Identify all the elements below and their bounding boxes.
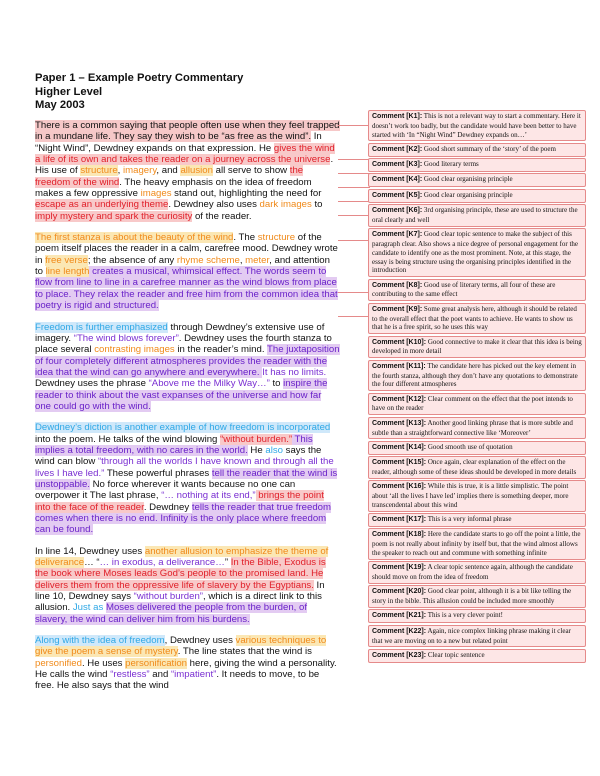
comment-text: Good literary terms (423, 160, 479, 169)
text-run: “The wind blows forever” (73, 332, 179, 344)
paragraph-3 (35, 322, 340, 413)
text-run: to (269, 378, 284, 390)
text-run: . The heavy emphasis on the idea of freedom makes a few oppressive (35, 176, 312, 200)
text-run: There is a common saying that people often use when they feel trapped in a mundane life. They say they wish to be “as free as the wind”. (35, 120, 340, 143)
text-run: says the wind can blow (35, 444, 322, 468)
leader-line (338, 316, 370, 317)
comment-box[interactable] (368, 303, 586, 334)
text-run: , Dewdney uses (164, 635, 236, 647)
comment-text: Good use of literary terms, all four of these are contributing to the same effect (372, 280, 556, 299)
comment-box[interactable] (368, 585, 586, 608)
comment-box[interactable] (368, 480, 586, 511)
text-run: “… nothing at its end,” (161, 490, 256, 502)
text-run: . It needs to move, to be free. He also says that the wind (35, 669, 320, 692)
leader-line (338, 125, 370, 126)
text-run: through Dewdney’s extensive use of imagery. (35, 321, 325, 344)
text-run: , (239, 254, 246, 266)
comment-box[interactable] (368, 513, 586, 527)
text-run: of the poem itself places the reader in a calm, carefree mood. Dewdney wrote in (35, 232, 338, 266)
comment-box[interactable] (368, 393, 586, 416)
text-run: This implies a total freedom, with no cares in the world. (35, 433, 313, 456)
text-run: “without burden.” (220, 433, 293, 445)
text-run: . The (233, 232, 258, 244)
text-run: personification (125, 657, 188, 669)
comment-text: Some great analysis here, although it should be related to the overall effect that the poet wants to achieve. He wants to show us that he is a free spirit, so he uses this way (372, 304, 577, 332)
text-run: The juxtaposition of four completely different atmospheres (35, 344, 340, 367)
comment-text: This is not a relevant way to start a commentary. Here it doesn’t work too badly, but the candidate would have been better to have started with ‘In “Night Wind” Dewdney expands on…’ (372, 112, 581, 139)
text-run: imagery (123, 165, 157, 177)
leader-line (338, 159, 370, 160)
text-run: escape as an underlying theme (35, 199, 169, 211)
comment-box[interactable] (368, 204, 586, 227)
text-run: structure (257, 232, 296, 244)
document-header (35, 72, 243, 113)
document-date: May 2003 (35, 99, 85, 111)
comment-label: Comment [K18]: (372, 531, 427, 539)
text-run: He (247, 444, 266, 456)
comment-label: Comment [K12]: (372, 395, 427, 403)
comment-label: Comment [K10]: (372, 338, 427, 346)
text-run: tell the reader that the wind is unstoppable. (35, 467, 338, 490)
comment-text: Good short summary of the ‘story’ of the poem (423, 144, 556, 153)
text-run: Dewdney’s diction is another example of how freedom is incorporated (35, 422, 331, 434)
leader-line (338, 187, 370, 188)
comment-label: Comment [K2]: (372, 145, 423, 153)
text-run: , (117, 165, 123, 177)
leader-line (338, 173, 370, 174)
text-run: , and (156, 165, 181, 177)
comment-label: Comment [K15]: (372, 459, 427, 467)
text-run: Moses delivered the people from the burden, of slavery, the wind can deliver him from his burdens. (35, 602, 308, 625)
text-run: In line 10, Dewdney says (35, 579, 325, 603)
comment-box[interactable] (368, 110, 586, 141)
text-run: . Dewdney uses the fourth stanza to place several (35, 332, 332, 356)
comment-label: Comment [K21]: (372, 612, 427, 620)
paragraph-2 (35, 232, 340, 311)
comment-text: Good clear organising principle (423, 190, 513, 199)
comment-text: This is a very informal phrase (427, 515, 512, 524)
text-run: … “ (84, 557, 100, 569)
comment-label: Comment [K17]: (372, 516, 427, 524)
comment-text: A clear topic sentence again, although the candidate should move on from the idea of freedom (372, 563, 573, 582)
text-run: “impatient” (170, 669, 217, 681)
text-run: to (311, 199, 323, 211)
text-run: “restless” (110, 669, 150, 681)
comment-label: Comment [K1]: (372, 113, 423, 120)
text-run: “without burden” (133, 591, 203, 603)
text-run: It has no limits. (262, 366, 327, 378)
comment-box[interactable] (368, 625, 586, 648)
text-run: . Dewdney also uses (168, 199, 260, 211)
text-run: imply mystery and spark the curiosity (35, 210, 193, 222)
comment-label: Comment [K20]: (372, 588, 427, 596)
text-run: another allusion to emphasize the theme of deliverance (35, 545, 329, 569)
text-run: In the Bible, Exodus is the book where Moses leads God’s people to the promised land. He delivers them from the oppressive life of slavery by the Egyptians. (35, 557, 326, 591)
comment-box[interactable] (368, 561, 586, 584)
comment-label: Comment [K16]: (372, 483, 427, 491)
comment-label: Comment [K7]: (372, 231, 423, 239)
comment-label: Comment [K9]: (372, 305, 423, 313)
text-run: also (265, 444, 283, 456)
comment-text: 3rd organising principle, these are used to structure the oral clearly and well (372, 206, 578, 224)
text-run: “Above me the Milky Way…” (148, 378, 270, 390)
comment-label: Comment [K8]: (372, 281, 423, 289)
text-run: meter (245, 254, 270, 266)
comment-box[interactable] (368, 173, 586, 187)
text-run: . He uses (81, 657, 126, 669)
text-run: here, giving the wind a personality. He calls the wind (35, 657, 337, 681)
text-run: into the poem. He talks of the wind blowing (35, 433, 221, 445)
comment-box[interactable] (368, 189, 586, 203)
comment-box[interactable] (368, 528, 586, 559)
text-run: contrasting images (94, 344, 175, 356)
document-title: Paper 1 – Example Poetry Commentary (35, 72, 244, 84)
comment-text: Clear comment on the effect that the poet intends to have on the reader (372, 394, 573, 413)
text-run: creates a musical, whimsical effect. The words seem to flow from line to line in a carefree manner as the wind blows from place to place. They relax the reader and free him from the common idea that poetry is rigid and structured. (35, 266, 338, 312)
comment-box[interactable] (368, 609, 586, 623)
comment-box[interactable] (368, 649, 586, 663)
text-run: “through all the worlds I have known and through all the lives I have led.” (35, 456, 334, 479)
text-run: . His use of (35, 154, 334, 177)
text-run: No force wherever it wants because no one can overpower it The last phrase, (35, 478, 296, 502)
comment-box[interactable] (368, 143, 586, 157)
comment-label: Comment [K14]: (372, 443, 427, 451)
comment-text: Good clear point, although it is a bit like telling the story in the bible. This allusion could be included more smoothly (372, 587, 572, 606)
comment-label: Comment [K5]: (372, 191, 423, 199)
comment-box[interactable] (368, 456, 586, 479)
text-run: images (140, 188, 172, 200)
text-run: structure (80, 165, 118, 177)
paragraph-4 (35, 422, 340, 535)
comment-label: Comment [K22]: (372, 627, 427, 635)
text-run: dark images (259, 199, 312, 211)
text-run: Freedom is further emphasized (35, 321, 168, 333)
text-run: allusion (180, 165, 213, 177)
text-run: the freedom of the wind (35, 165, 304, 188)
comment-label: Comment [K6]: (372, 207, 423, 215)
comment-box[interactable] (368, 336, 586, 359)
paragraph-1 (35, 120, 340, 222)
comment-label: Comment [K19]: (372, 564, 427, 572)
text-run: provides the reader with the idea that the wind can go anywhere and everywhere. (35, 355, 328, 378)
comment-text: The candidate here has picked out the key element in the fourth stanza, although they don’t have any quotations to demonstrate the four different atmospheres (372, 361, 578, 389)
text-run: These powerful phrases (104, 467, 212, 479)
text-run: in the reader’s mind. (174, 344, 267, 356)
text-run: … in exodus, a deliverance… (99, 557, 225, 569)
comments-column (368, 110, 586, 664)
text-run: personified (35, 657, 82, 669)
comment-text: Clear topic sentence (427, 650, 485, 659)
text-run: Dewdney uses the phrase (35, 378, 149, 390)
comment-label: Comment [K3]: (372, 161, 423, 169)
text-run: Just as (72, 602, 104, 614)
text-run: The first stanza is about the beauty of the wind (35, 232, 234, 244)
leader-line (338, 292, 370, 293)
comment-text: This is a very clever point! (427, 611, 503, 620)
comment-text: While this is true, it is a little simplistic. The point about ‘all the lives I have led’ implies there is something deeper, more transcendental about this wind (372, 482, 569, 509)
text-run: all serve to show (212, 165, 290, 177)
comment-box[interactable] (368, 441, 586, 455)
text-run: tells the reader that true freedom comes when there is no end. Infinity is the only place where freedom can be found. (35, 501, 331, 536)
text-run: ; the absence of any (87, 254, 177, 266)
text-run: . The line states that the wind is (177, 646, 312, 658)
comment-text: Good smooth use of quotation (427, 442, 513, 451)
comment-box[interactable] (368, 279, 586, 302)
document-level: Higher Level (35, 85, 103, 98)
text-run: , which is a direct link to this allusion. (35, 591, 322, 614)
comment-text: Again, nice complex linking phrase making it clear that we are moving on to a new but related point (372, 626, 571, 645)
text-run: , and attention to (35, 254, 330, 278)
leader-line (338, 201, 370, 202)
comment-text: Good clear topic sentence to make the subject of this paragraph clear. Also shows a nice degree of personal engagement for the candidate to identify one as the most prominent. Note, at this stage, the essay is being structure using the organising principles identified in the introduction (372, 230, 579, 275)
comment-box[interactable] (368, 360, 586, 391)
text-run: gives the wind a life of its own and takes the reader on a journey across the universe (35, 142, 335, 166)
text-run: inspire the reader to think about the vast expanses of the universe and how far one could go with the wind. (35, 378, 328, 412)
text-run: In line 14, Dewdney uses (35, 545, 145, 557)
comment-label: Comment [K23]: (372, 651, 427, 659)
comment-label: Comment [K4]: (372, 176, 423, 184)
text-run: various techniques to give the poem a sense of mystery (35, 635, 327, 658)
leader-line (338, 215, 370, 216)
text-run: rhyme scheme (176, 254, 240, 266)
comment-label: Comment [K11]: (372, 362, 426, 370)
comment-text: Here the candidate starts to go off the point a little, the poem is not really about infinity by itself but, that the wind almost allows the speaker to reach out and commune with something infinite (372, 530, 581, 557)
comment-box[interactable] (368, 228, 586, 277)
text-run: ” (224, 557, 231, 569)
text-run: Along with the idea of freedom (35, 635, 165, 647)
comment-box[interactable] (368, 158, 586, 172)
comment-box[interactable] (368, 417, 586, 440)
paragraph-5 (35, 546, 340, 625)
essay-body (35, 120, 340, 702)
text-run: brings the point into the face of the reader (35, 490, 324, 513)
leader-line (338, 240, 370, 241)
text-run: line length (45, 266, 90, 278)
comment-text: Another good linking phrase that is more subtle and subtle than a straightforward connective like ‘Moreover’ (372, 418, 573, 437)
comment-text: Good connective to make it clear that this idea is being developed in more detail (372, 337, 582, 356)
comment-label: Comment [K13]: (372, 419, 427, 427)
text-run: In “Night Wind”, Dewdney expands on that expression. He (35, 131, 322, 154)
comment-text: Once again, clear explanation of the effect on the reader, although some of these ideas should be developed in more details (372, 458, 577, 476)
paragraph-6 (35, 635, 340, 692)
text-run: . Dewdney (143, 501, 192, 513)
comment-text: Good clear organising principle (423, 175, 513, 184)
text-run: and (149, 669, 171, 681)
text-run: free verse (45, 254, 88, 266)
text-run: of the reader. (192, 210, 252, 222)
text-run: stand out, highlighting the need for (171, 188, 322, 200)
